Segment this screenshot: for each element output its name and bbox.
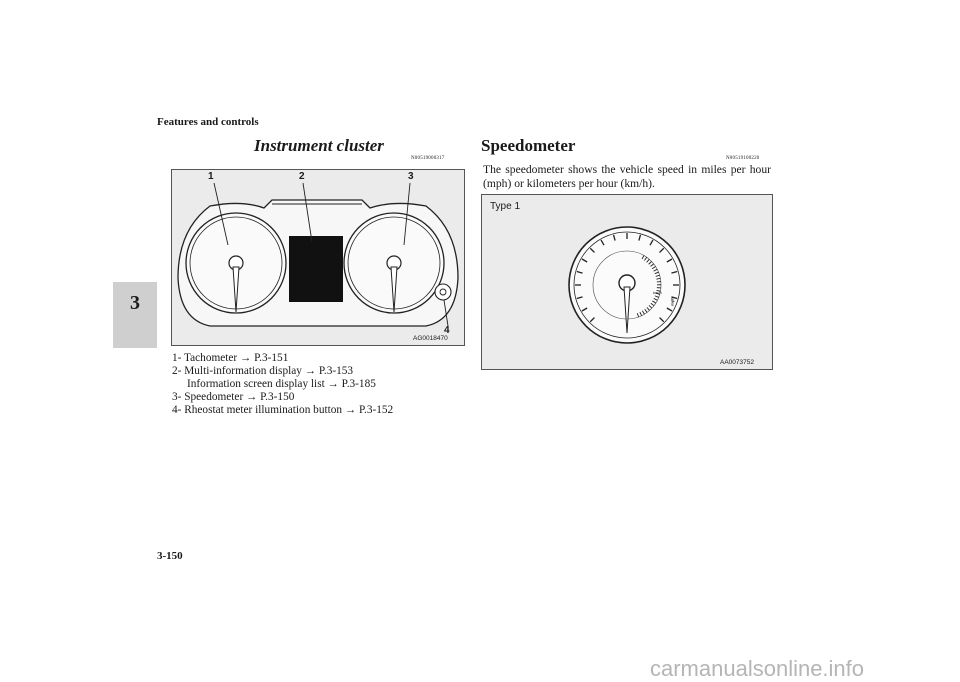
list-item: 4- Rheostat meter illumination button → P.3-152 [172,404,393,417]
callout-1: 1 [208,171,214,182]
speedometer-illustration [482,195,772,369]
section-title-instrument-cluster: Instrument cluster [254,136,384,156]
list-item: 3- Speedometer → P.3-150 [172,391,393,404]
running-header: Features and controls [157,116,259,128]
section-title-speedometer: Speedometer [481,136,575,156]
section-code: N00519100220 [726,156,760,161]
figure-code: AG0018470 [413,335,448,342]
body-text: The speedometer shows the vehicle speed in miles per hour (mph) or kilometers per hour (km/h). [483,163,771,191]
list-item: Information screen display list → P.3-185 [172,378,393,391]
list-item: 2- Multi-information display → P.3-153 [172,365,393,378]
callout-3: 3 [408,171,414,182]
callout-legend-list [172,352,393,417]
section-code: N00519000317 [411,156,445,161]
unit-label-inner: km/h [653,290,662,295]
speedometer-figure [481,194,773,370]
chapter-number: 3 [113,292,157,315]
instrument-cluster-illustration [172,170,464,345]
page-number: 3-150 [157,550,183,562]
watermark-footer: carmanualsonline.info [650,656,864,682]
callout-4: 4 [444,325,450,336]
callout-2: 2 [299,171,305,182]
list-item: 1- Tachometer → P.3-151 [172,352,393,365]
unit-label-outer: mph [670,297,675,305]
figure-code: AA0073752 [720,359,754,366]
instrument-cluster-figure [171,169,465,346]
type-label: Type 1 [490,201,520,212]
